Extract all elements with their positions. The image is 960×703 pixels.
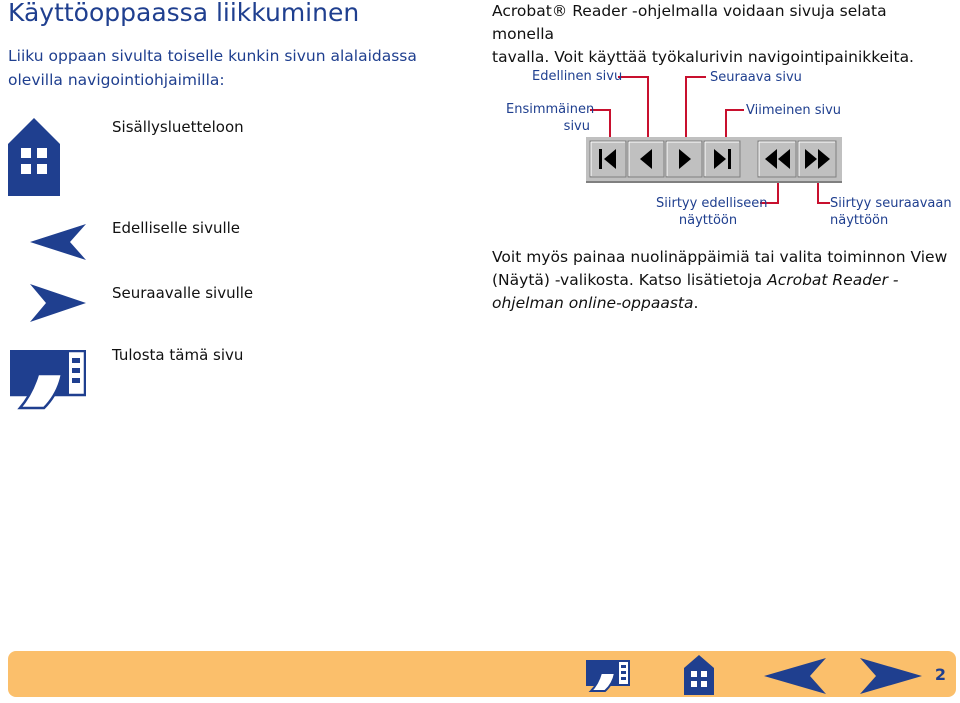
- previous-arrow-icon: [764, 658, 826, 694]
- next-page-button[interactable]: [666, 141, 702, 177]
- callout-next-page: Seuraava sivu: [710, 70, 802, 85]
- previous-page-button[interactable]: [628, 141, 664, 177]
- acrobat-text-line1: Acrobat® Reader -ohjelmalla voidaan sivuja selata monella: [492, 2, 887, 43]
- page-number: 2: [934, 665, 946, 684]
- callout-previous-view: [656, 195, 768, 229]
- page-title: Käyttöoppaassa liikkuminen: [8, 0, 360, 27]
- more-info-italic: Acrobat Reader -ohjelman online-oppaasta: [492, 271, 899, 312]
- callout-first-page-line2: sivu: [563, 119, 590, 134]
- callout-previous-page: Edellinen sivu: [532, 69, 623, 84]
- last-page-button[interactable]: [704, 141, 740, 177]
- callout-next-view-line1: Siirtyy seuraavaan: [830, 196, 952, 211]
- callout-first-page: [506, 101, 595, 135]
- callout-lines: [0, 0, 960, 240]
- next-page-button[interactable]: [860, 658, 924, 694]
- home-icon: [684, 655, 714, 695]
- callout-first-page-line1: Ensimmäinen: [506, 102, 595, 117]
- more-info-part1: Voit myös painaa nuolinäppäimiä tai valita toiminnon View (Näytä) -valikosta. Katso lisätietoja: [492, 248, 948, 289]
- footer-nav-bar: [8, 651, 956, 697]
- print-icon: [10, 350, 86, 410]
- intro-text: Liiku oppaan sivulta toiselle kunkin sivun alalaidassa olevilla navigointiohjaimilla:: [8, 47, 417, 89]
- toc-label: Sisällysluetteloon: [112, 118, 244, 136]
- contents-button[interactable]: [684, 655, 714, 695]
- first-page-button[interactable]: [590, 141, 626, 177]
- print-button[interactable]: [586, 660, 630, 692]
- print-label: Tulosta tämä sivu: [112, 346, 244, 364]
- print-icon: [587, 661, 629, 691]
- next-view-button[interactable]: [798, 141, 836, 177]
- more-info-part2: .: [693, 294, 699, 312]
- previous-view-button[interactable]: [758, 141, 796, 177]
- next-page-label: Seuraavalle sivulle: [112, 284, 254, 302]
- callout-next-view-line2: näyttöön: [830, 213, 889, 228]
- previous-page-button[interactable]: [764, 658, 828, 694]
- acrobat-toolbar: [586, 137, 842, 183]
- prev-page-label: Edelliselle sivulle: [112, 219, 241, 237]
- callout-previous-view-line1: Siirtyy edelliseen: [656, 196, 768, 211]
- callout-next-view: [830, 195, 952, 229]
- callout-last-page: Viimeinen sivu: [746, 103, 842, 118]
- more-info-text: [492, 246, 952, 315]
- next-arrow-icon: [30, 284, 88, 322]
- callout-previous-view-line2: näyttöön: [678, 213, 738, 228]
- acrobat-text-line2: tavalla. Voit käyttää työkalurivin navigointipainikkeita.: [492, 48, 914, 66]
- next-arrow-icon: [860, 658, 922, 694]
